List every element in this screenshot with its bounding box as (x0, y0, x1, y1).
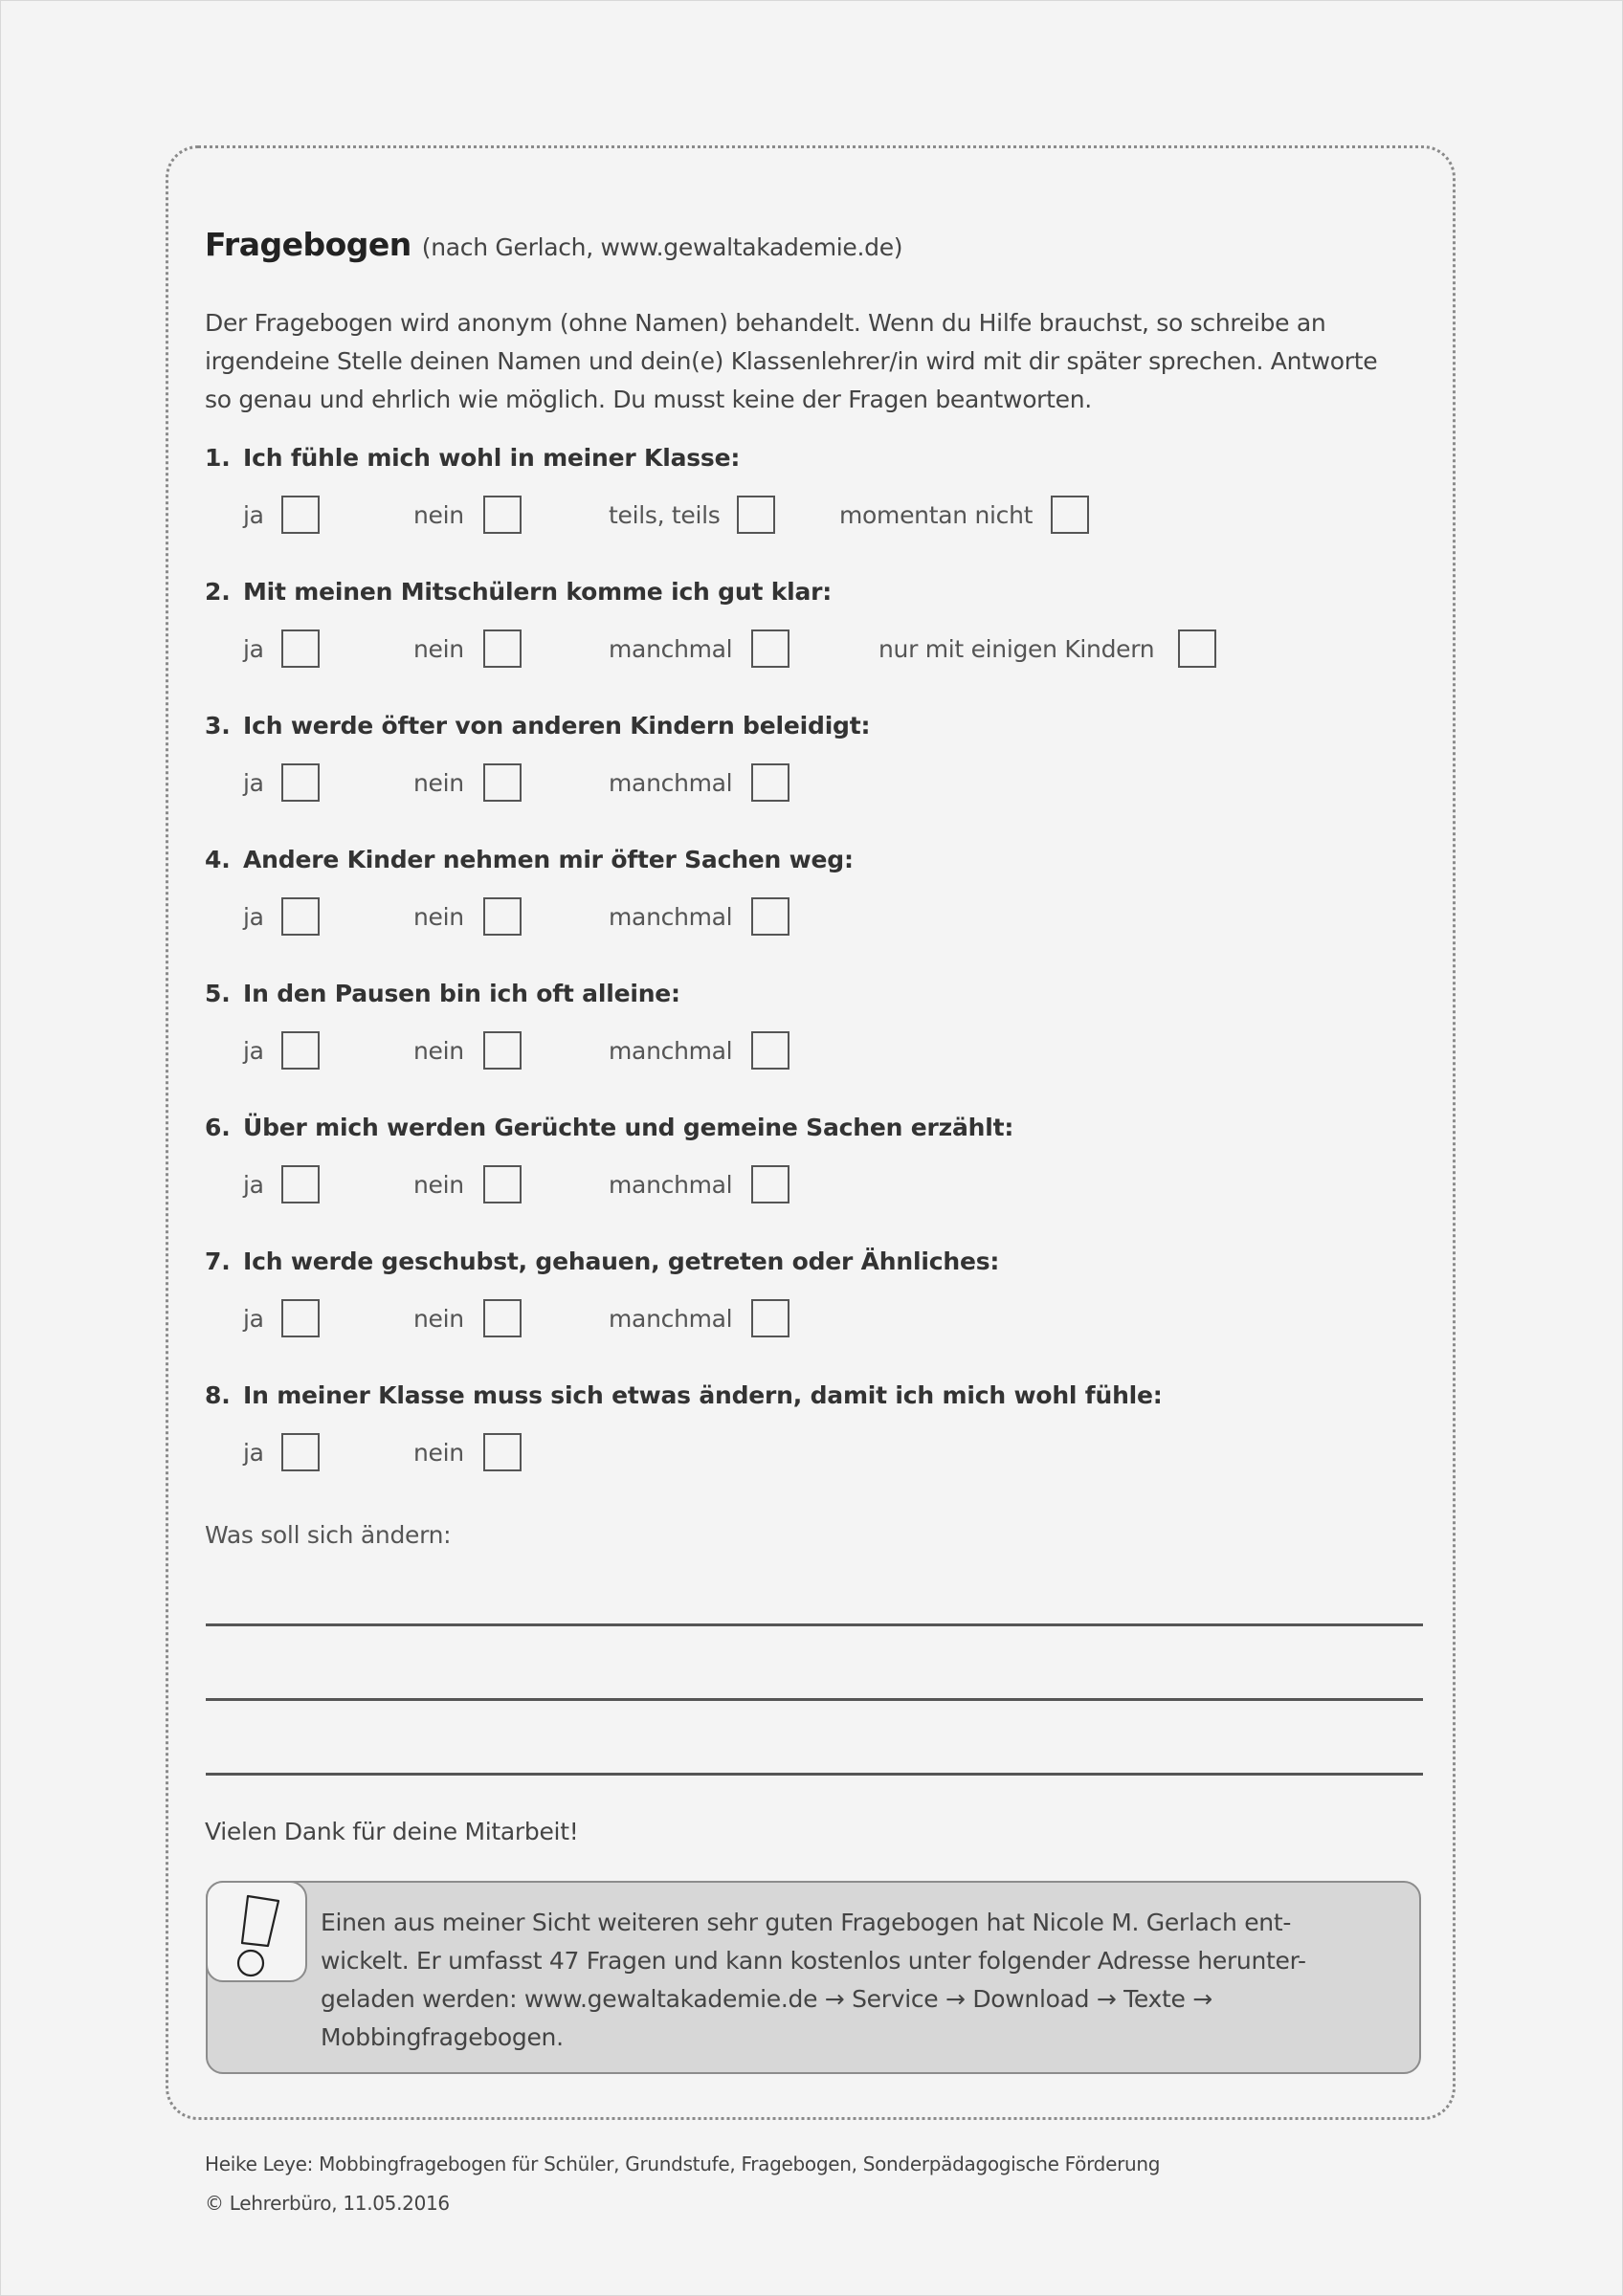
question-5 (205, 980, 680, 1007)
question-text: Mit meinen Mitschülern komme ich gut klar: (243, 578, 833, 606)
note-line: Mobbingfragebogen. (321, 2023, 564, 2051)
checkbox-q7-nein[interactable] (483, 1299, 522, 1337)
option-label: nein (413, 1171, 464, 1199)
question-1 (205, 444, 740, 472)
question-number: 3. (205, 712, 231, 740)
checkbox-q2-manchmal[interactable] (751, 629, 789, 668)
checkbox-q8-ja[interactable] (281, 1433, 320, 1471)
option-label: ja (243, 1439, 264, 1467)
checkbox-q2-einige[interactable] (1178, 629, 1216, 668)
checkbox-q4-nein[interactable] (483, 897, 522, 936)
thanks-text: Vielen Dank für deine Mitarbeit! (205, 1818, 579, 1845)
checkbox-q6-nein[interactable] (483, 1165, 522, 1203)
question-3 (205, 712, 870, 740)
question-number: 7. (205, 1247, 231, 1275)
option-label: manchmal (609, 903, 733, 931)
question-2 (205, 578, 832, 606)
answer-line-1[interactable] (206, 1623, 1423, 1626)
footer-copyright: © Lehrerbüro, 11.05.2016 (205, 2192, 450, 2215)
checkbox-q3-nein[interactable] (483, 763, 522, 802)
question-text: Über mich werden Gerüchte und gemeine Sachen erzählt: (243, 1114, 1014, 1141)
option-label: ja (243, 903, 264, 931)
checkbox-q2-nein[interactable] (483, 629, 522, 668)
exclamation-icon (206, 1881, 307, 1982)
question-number: 5. (205, 980, 231, 1007)
intro-line: Der Fragebogen wird anonym (ohne Namen) behandelt. Wenn du Hilfe brauchst, so schreibe an (205, 309, 1326, 337)
option-label: manchmal (609, 635, 733, 663)
checkbox-q1-teils[interactable] (737, 496, 775, 534)
intro-paragraph (205, 304, 1439, 419)
option-label: nein (413, 501, 464, 529)
checkbox-q3-manchmal[interactable] (751, 763, 789, 802)
question-4 (205, 846, 854, 873)
note-line: wickelt. Er umfasst 47 Fragen und kann kostenlos unter folgender Adresse herunter- (321, 1947, 1306, 1975)
checkbox-q1-momentan-nicht[interactable] (1051, 496, 1089, 534)
checkbox-q5-ja[interactable] (281, 1031, 320, 1070)
page-title (205, 226, 902, 263)
question-number: 1. (205, 444, 231, 472)
option-label: ja (243, 1037, 264, 1065)
note-text (321, 1904, 1402, 2057)
question-text: In meiner Klasse muss sich etwas ändern, damit ich mich wohl fühle: (243, 1381, 1163, 1409)
checkbox-q3-ja[interactable] (281, 763, 320, 802)
option-label: ja (243, 501, 264, 529)
option-label: momentan nicht (839, 501, 1034, 529)
answer-line-2[interactable] (206, 1698, 1423, 1701)
intro-line: irgendeine Stelle deinen Namen und dein(e) Klassenlehrer/in wird mit dir später sprechen. Antworte (205, 347, 1378, 375)
intro-line: so genau und ehrlich wie möglich. Du musst keine der Fragen beantworten. (205, 386, 1092, 413)
question-text: Andere Kinder nehmen mir öfter Sachen weg: (243, 846, 854, 873)
option-label: manchmal (609, 1305, 733, 1333)
checkbox-q6-manchmal[interactable] (751, 1165, 789, 1203)
note-line: Einen aus meiner Sicht weiteren sehr guten Fragebogen hat Nicole M. Gerlach ent- (321, 1909, 1292, 1936)
checkbox-q6-ja[interactable] (281, 1165, 320, 1203)
checkbox-q1-ja[interactable] (281, 496, 320, 534)
question-number: 4. (205, 846, 231, 873)
option-label: nein (413, 903, 464, 931)
option-label: nur mit einigen Kindern (878, 635, 1155, 663)
checkbox-q5-nein[interactable] (483, 1031, 522, 1070)
question-text: Ich fühle mich wohl in meiner Klasse: (243, 444, 741, 472)
question-text: Ich werde geschubst, gehauen, getreten oder Ähnliches: (243, 1247, 1000, 1275)
note-line: geladen werden: www.gewaltakademie.de → Service → Download → Texte → (321, 1985, 1212, 2013)
question-8 (205, 1381, 1163, 1409)
option-label: ja (243, 1305, 264, 1333)
option-label: nein (413, 769, 464, 797)
change-prompt-label: Was soll sich ändern: (205, 1521, 452, 1549)
title-text: Fragebogen (205, 226, 411, 263)
option-label: nein (413, 635, 464, 663)
option-label: ja (243, 1171, 264, 1199)
option-label: teils, teils (609, 501, 721, 529)
checkbox-q8-nein[interactable] (483, 1433, 522, 1471)
option-label: manchmal (609, 1171, 733, 1199)
answer-line-3[interactable] (206, 1773, 1423, 1776)
option-label: nein (413, 1305, 464, 1333)
checkbox-q4-ja[interactable] (281, 897, 320, 936)
checkbox-q7-ja[interactable] (281, 1299, 320, 1337)
question-7 (205, 1247, 999, 1275)
option-label: nein (413, 1439, 464, 1467)
option-label: ja (243, 635, 264, 663)
option-label: manchmal (609, 769, 733, 797)
question-text: Ich werde öfter von anderen Kindern beleidigt: (243, 712, 871, 740)
question-number: 2. (205, 578, 231, 606)
checkbox-q2-ja[interactable] (281, 629, 320, 668)
checkbox-q4-manchmal[interactable] (751, 897, 789, 936)
option-label: ja (243, 769, 264, 797)
footer-citation: Heike Leye: Mobbingfragebogen für Schüler, Grundstufe, Fragebogen, Sonderpädagogische Förderung (205, 2152, 1161, 2175)
question-number: 8. (205, 1381, 231, 1409)
checkbox-q5-manchmal[interactable] (751, 1031, 789, 1070)
checkbox-q7-manchmal[interactable] (751, 1299, 789, 1337)
checkbox-q1-nein[interactable] (483, 496, 522, 534)
question-number: 6. (205, 1114, 231, 1141)
info-note-box (206, 1881, 1421, 2074)
option-label: manchmal (609, 1037, 733, 1065)
option-label: nein (413, 1037, 464, 1065)
title-source: (nach Gerlach, www.gewaltakademie.de) (421, 233, 903, 261)
question-6 (205, 1114, 1013, 1141)
question-text: In den Pausen bin ich oft alleine: (243, 980, 680, 1007)
